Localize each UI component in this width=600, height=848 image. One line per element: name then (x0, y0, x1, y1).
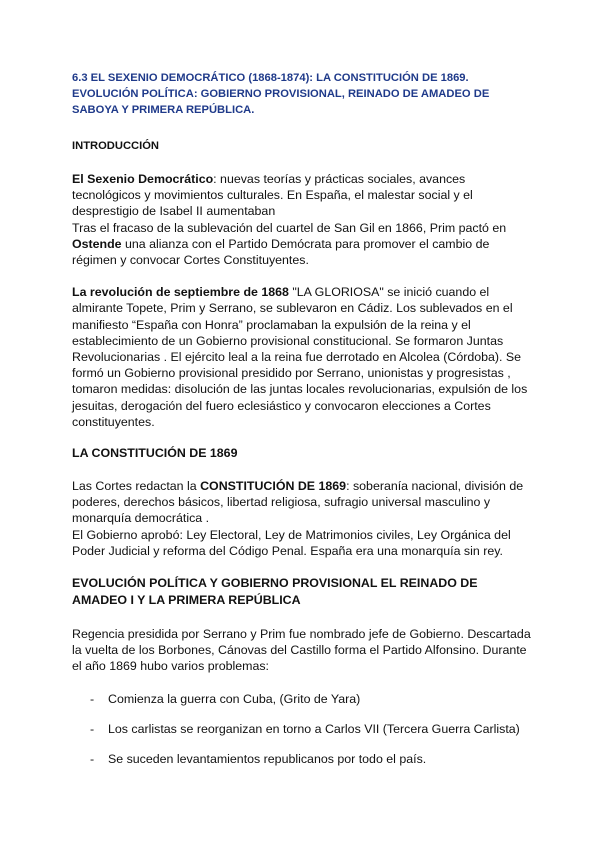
text-ostende-post: una alianza con el Partido Demócrata para promover el cambio de régimen y convocar Cortes Constituyentes. (72, 236, 490, 268)
paragraph-ostende (72, 220, 532, 269)
text-revolucion: "LA GLORIOSA" se inició cuando el almirante Topete, Prim y Serrano, se sublevaron en Cádiz. Los sublevados en el manifiesto “España con Honra” proclamaban la expulsión de la reina y el establecimiento de un Gobierno provisional constitucional. Se formaron Juntas Revolucionarias . El ejército leal a la reina fue derrotado en Alcolea (Córdoba). Se formó un Gobierno provisional presidido por Serrano, unionistas y progresistas , tomaron medidas: disolución de las juntas locales revolucionarias, expulsión de los jesuitas, derogación del fuero eclesiástico y convocaron elecciones a Cortes constituyentes. (72, 285, 528, 429)
bold-ostende: Ostende (72, 236, 122, 251)
dash-marker: - (90, 721, 95, 736)
text-constitucion-pre: Las Cortes redactan la (72, 479, 201, 494)
dash-marker: - (90, 691, 95, 706)
document-page (72, 70, 532, 781)
paragraph-regencia: Regencia presidida por Serrano y Prim fue nombrado jefe de Gobierno. Descartada la vuelta de los Borbones, Cánovas del Castillo forma el Partido Alfonsino. Durante el año 1869 hubo varios problemas: (72, 627, 531, 674)
text-ostende-pre: Tras el fracaso de la sublevación del cuartel de San Gil en 1866, Prim pactó en (72, 220, 507, 235)
text-constitucion-post: : soberanía nacional, división de poderes, derechos básicos, libertad religiosa, sufragio universal masculino y monarquía democrática . (72, 479, 524, 526)
list-item (90, 721, 532, 737)
document-title: 6.3 EL SEXENIO DEMOCRÁTICO (1868-1874): LA CONSTITUCIÓN DE 1869. EVOLUCIÓN POLÍTICA: GOBIERNO PROVISIONAL, REINADO DE AMADEO DE SABOYA Y PRIMERA REPÚBLICA. (72, 72, 490, 116)
paragraph-constitucion (72, 478, 532, 527)
list-item-text: Se suceden levantamientos republicanos por todo el país. (108, 751, 427, 766)
list-item-text: Los carlistas se reorganizan en torno a Carlos VII (Tercera Guerra Carlista) (108, 721, 520, 736)
list-item-text: Comienza la guerra con Cuba, (Grito de Yara) (108, 691, 361, 706)
evolution-heading: EVOLUCIÓN POLÍTICA Y GOBIERNO PROVISIONAL EL REINADO DE AMADEO I Y LA PRIMERA REPÚBLICA (72, 576, 478, 608)
bold-constitucion: CONSTITUCIÓN DE 1869 (200, 479, 347, 494)
paragraph-sexenio (72, 171, 532, 220)
bold-revolucion: La revolución de septiembre de 1868 (72, 285, 289, 300)
list-item (90, 751, 532, 767)
problems-list (72, 691, 532, 767)
list-item (90, 691, 532, 707)
intro-heading: INTRODUCCIÓN (72, 140, 160, 152)
constitution-heading: LA CONSTITUCIÓN DE 1869 (72, 446, 238, 461)
paragraph-revolucion (72, 284, 532, 430)
bold-sexenio: El Sexenio Democrático (72, 172, 214, 186)
paragraph-gobierno: El Gobierno aprobó: Ley Electoral, Ley de Matrimonios civiles, Ley Orgánica del Poder Judicial y reforma del Código Penal. España era una monarquía sin rey. (72, 527, 511, 558)
text-sexenio: : nuevas teorías y prácticas sociales, avances tecnológicos y movimientos culturales. En España, el malestar social y el desprestigio de Isabel II aumentaban (72, 172, 473, 219)
dash-marker: - (90, 751, 95, 766)
